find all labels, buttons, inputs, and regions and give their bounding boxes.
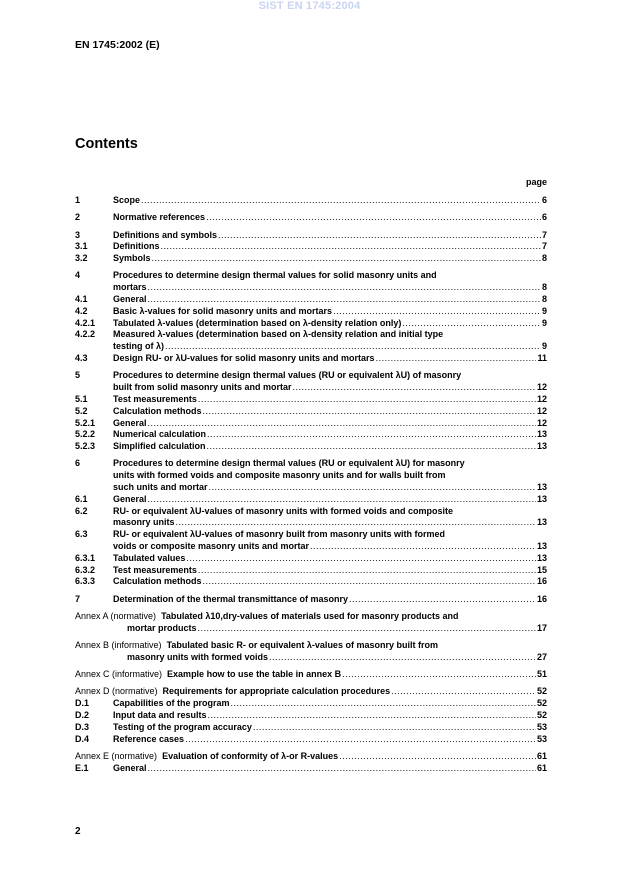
toc-entry-text	[113, 553, 547, 565]
toc-entry-title: Numerical calculation	[113, 429, 207, 440]
toc-entry-text	[113, 494, 547, 506]
toc-entry-title-line	[113, 418, 547, 430]
dot-leader	[203, 406, 536, 418]
toc-entry-text	[113, 318, 547, 330]
toc-entry[interactable]	[75, 710, 547, 722]
toc-entry[interactable]	[75, 353, 547, 365]
toc-annex-entry[interactable]	[75, 669, 547, 681]
toc-entry[interactable]	[75, 294, 547, 306]
toc-entry[interactable]	[75, 394, 547, 406]
toc-entry-title-line	[113, 241, 547, 253]
toc-entry-title-line	[113, 212, 547, 224]
toc-entry[interactable]	[75, 458, 547, 493]
toc-entry-text	[75, 669, 547, 681]
toc-entry[interactable]	[75, 241, 547, 253]
toc-page-number: 15	[536, 564, 547, 575]
toc-entry-number: 6.3	[75, 529, 88, 540]
toc-entry-title: Example how to use the table in annex B	[167, 669, 342, 680]
toc-entry-number: 1	[75, 195, 81, 205]
toc-page-number: 53	[536, 721, 547, 732]
toc-entry-text	[113, 253, 547, 265]
toc-page-number: 12	[536, 382, 547, 393]
toc-entry-title-line: Measured λ-values (determination based on λ-density relation and initial type	[113, 329, 444, 340]
toc-page-number: 6	[541, 195, 547, 205]
toc-entry-title: Input data and results	[113, 710, 207, 721]
toc-entry-text	[113, 241, 547, 253]
toc-entry-text	[113, 429, 547, 441]
toc-entry-title-line	[75, 623, 547, 635]
toc-entry-title: masonry units with formed voids	[127, 651, 269, 662]
toc-entry-title-line	[113, 763, 547, 775]
toc-entry-title-line	[113, 382, 547, 394]
toc-entry-title-line	[113, 541, 547, 553]
dot-leader	[391, 686, 536, 698]
dot-leader	[208, 710, 536, 722]
toc-entry-title-line	[113, 734, 547, 746]
toc-page-number: 52	[536, 710, 547, 721]
toc-entry-text	[113, 394, 547, 406]
toc-entry-title-line	[113, 722, 547, 734]
toc-entry-number: E.1	[75, 762, 89, 773]
toc-entry-title: mortars	[113, 282, 147, 293]
toc-page-number: 13	[536, 517, 547, 528]
toc-entry[interactable]	[75, 270, 547, 294]
toc-entry-text	[113, 710, 547, 722]
toc-entry-title-line	[75, 751, 547, 763]
toc-entry-title-line	[75, 652, 547, 664]
dot-leader	[176, 517, 536, 529]
toc-page-number: 11	[537, 353, 547, 364]
toc-entry-title: Normative references	[113, 212, 206, 223]
toc-entry-title-line	[113, 318, 547, 330]
toc-entry-title: Tabulated λ-values (determination based on λ-density relation only)	[113, 317, 402, 328]
toc-page-number: 13	[536, 441, 547, 452]
toc-entry[interactable]	[75, 329, 547, 353]
toc-annex-entry[interactable]	[75, 751, 547, 763]
toc-entry[interactable]	[75, 230, 547, 242]
toc-page-number: 12	[536, 405, 547, 416]
toc-entry-number: D.1	[75, 698, 90, 709]
toc-page-number: 13	[536, 482, 547, 493]
dot-leader	[152, 253, 541, 265]
toc-entry[interactable]	[75, 506, 547, 530]
toc-entry-number: D.4	[75, 733, 90, 744]
toc-entry-title: Tabulated basic R- or equivalent λ-values of masonry built from	[166, 640, 438, 651]
toc-entry-title: Test measurements	[113, 393, 197, 404]
toc-entry-text	[113, 698, 547, 710]
toc-entry-text	[75, 751, 547, 763]
toc-entry-title-line	[113, 341, 547, 353]
toc-page-number: 13	[536, 552, 547, 563]
toc-entry-number: 6	[75, 458, 81, 469]
watermark: SIST EN 1745:2004	[258, 0, 361, 12]
dot-leader	[207, 441, 536, 453]
dot-leader	[148, 294, 541, 306]
toc-entry-number: 6.2	[75, 505, 88, 516]
toc-annex-entry[interactable]	[75, 640, 547, 664]
toc-entry-number: 5.2	[75, 405, 88, 416]
toc-entry-title: General	[113, 417, 147, 428]
toc-entry-text	[75, 611, 547, 635]
toc-entry-title: Test measurements	[113, 564, 197, 575]
toc-entry-title: Calculation methods	[113, 576, 202, 587]
toc-page-number: 51	[536, 669, 547, 680]
toc-page-number: 61	[536, 762, 547, 773]
toc-entry-title: Capabilities of the program	[113, 698, 230, 709]
toc-entry-title-line	[113, 306, 547, 318]
dot-leader	[310, 541, 536, 553]
dot-leader	[218, 230, 541, 242]
toc-entry-number: 6.3.2	[75, 564, 96, 575]
toc-page-number: 53	[536, 733, 547, 744]
dot-leader	[333, 306, 541, 318]
toc-entry-title: Definitions and symbols	[113, 229, 218, 240]
dot-leader	[206, 212, 541, 224]
toc-entry-title-line: Procedures to determine design thermal values (RU or equivalent λU) for masonry	[113, 458, 465, 469]
toc-entry-number: 5	[75, 370, 81, 381]
toc-entry-number: 4.1	[75, 294, 88, 305]
toc-page-number: 17	[536, 622, 547, 633]
toc-page-number: 7	[541, 241, 547, 252]
dot-leader	[148, 418, 536, 430]
toc-entry-title-line	[113, 710, 547, 722]
toc-page-number: 52	[536, 686, 547, 697]
toc-entry-text	[113, 565, 547, 577]
toc-entry[interactable]	[75, 318, 547, 330]
toc-entry-title-line	[113, 294, 547, 306]
dot-leader	[198, 623, 536, 635]
toc-entry-number: 5.2.3	[75, 441, 96, 452]
toc-entry-title-line	[113, 565, 547, 577]
toc-entry-title-line	[75, 611, 547, 623]
toc-entry-number: 5.1	[75, 393, 88, 404]
toc-entry-title: General	[113, 762, 147, 773]
toc-entry-title-line	[75, 669, 547, 681]
annex-prefix: Annex C (informative)	[75, 669, 163, 680]
toc-entry-text	[113, 370, 547, 394]
dot-leader	[203, 576, 536, 588]
toc-entry-title-line: RU- or equivalent λU-values of masonry built from masonry units with formed	[113, 529, 446, 540]
footer-page-number: 2	[75, 826, 81, 837]
table-of-contents	[75, 195, 547, 775]
toc-entry-title: Symbols	[113, 253, 151, 264]
toc-entry-number: 5.2.1	[75, 417, 96, 428]
toc-entry-title: such units and mortar	[113, 482, 208, 493]
toc-entry[interactable]	[75, 441, 547, 453]
toc-entry-title: Definitions	[113, 241, 160, 252]
page-column-header: page	[525, 177, 547, 187]
dot-leader	[161, 241, 541, 253]
toc-page-number: 8	[541, 253, 547, 264]
toc-entry[interactable]	[75, 594, 547, 606]
dot-leader	[269, 652, 536, 664]
toc-page-number: 6	[541, 212, 547, 223]
toc-entry-title: Tabulated values	[113, 552, 186, 563]
toc-entry-number: 3	[75, 229, 81, 240]
toc-entry-title: Testing of the program accuracy	[113, 721, 252, 732]
dot-leader	[148, 494, 536, 506]
toc-entry-title-line	[75, 686, 547, 698]
dot-leader	[148, 282, 541, 294]
toc-annex-entry[interactable]	[75, 611, 547, 635]
annex-prefix: Annex E (normative)	[75, 750, 158, 761]
toc-entry[interactable]	[75, 565, 547, 577]
toc-entry-title-line	[113, 394, 547, 406]
dot-leader	[339, 751, 536, 763]
toc-entry-number: 2	[75, 212, 81, 223]
dot-leader	[342, 669, 536, 681]
toc-entry[interactable]	[75, 576, 547, 588]
toc-entry-text	[75, 640, 547, 664]
toc-entry-title-line: Procedures to determine design thermal values for solid masonry units and	[113, 270, 437, 281]
toc-entry-text	[113, 406, 547, 418]
dot-leader	[402, 318, 541, 330]
toc-entry[interactable]	[75, 418, 547, 430]
toc-page-number: 7	[541, 229, 547, 240]
toc-entry-title-line	[113, 482, 547, 494]
toc-entry-title: built from solid masonry units and mortar	[113, 382, 292, 393]
toc-entry-title-line: Procedures to determine design thermal values (RU or equivalent λU) of masonry	[113, 370, 462, 381]
toc-entry-number: 6.3.1	[75, 552, 96, 563]
toc-entry[interactable]	[75, 429, 547, 441]
toc-page-number: 16	[536, 576, 547, 587]
toc-entry-title-line	[75, 640, 547, 652]
toc-entry-title: mortar products	[127, 622, 197, 633]
toc-entry-number: D.2	[75, 710, 90, 721]
toc-entry-title: Evaluation of conformity of λ-or R-values	[162, 750, 339, 761]
toc-entry-text	[113, 734, 547, 746]
toc-entry-title: Scope	[113, 195, 141, 205]
toc-entry-title: masonry units	[113, 517, 175, 528]
toc-entry-text	[113, 441, 547, 453]
toc-entry-text	[113, 594, 547, 606]
toc-entry-text	[113, 306, 547, 318]
toc-entry[interactable]	[75, 734, 547, 746]
standard-id: EN 1745:2002 (E)	[75, 39, 160, 51]
toc-entry-title-line	[113, 253, 547, 265]
toc-entry-number: 6.1	[75, 493, 88, 504]
toc-entry-number: 3.2	[75, 253, 88, 264]
dot-leader	[141, 195, 541, 207]
page-title: Contents	[75, 136, 138, 152]
toc-entry-title: Basic λ-values for solid masonry units and mortars	[113, 305, 333, 316]
toc-entry-text	[113, 418, 547, 430]
toc-page-number: 16	[536, 593, 547, 604]
toc-entry-number: 7	[75, 593, 81, 604]
toc-entry-title-line	[113, 576, 547, 588]
dot-leader	[198, 565, 536, 577]
toc-entry[interactable]	[75, 253, 547, 265]
toc-entry-title-line	[113, 230, 547, 242]
toc-entry[interactable]	[75, 306, 547, 318]
toc-entry-text	[113, 529, 547, 553]
toc-entry-title-line	[113, 195, 547, 207]
toc-entry-number: 4.3	[75, 353, 88, 364]
toc-entry[interactable]	[75, 212, 547, 224]
toc-page-number: 9	[541, 305, 547, 316]
dot-leader	[209, 482, 536, 494]
toc-entry-text	[113, 230, 547, 242]
dot-leader	[349, 594, 536, 606]
toc-entry-number: 4.2.1	[75, 317, 96, 328]
toc-entry-number: 3.1	[75, 241, 88, 252]
toc-page-number: 12	[536, 417, 547, 428]
toc-entry-title: General	[113, 294, 147, 305]
toc-entry[interactable]	[75, 406, 547, 418]
toc-entry-text	[113, 353, 547, 365]
toc-page-number: 8	[541, 282, 547, 293]
toc-entry-text	[113, 270, 547, 294]
toc-entry-title: Simplified calculation	[113, 441, 206, 452]
toc-entry[interactable]	[75, 494, 547, 506]
toc-annex-entry[interactable]	[75, 686, 547, 698]
toc-entry-title-line: RU- or equivalent λU-values of masonry units with formed voids and composite	[113, 505, 454, 516]
toc-entry-text	[113, 195, 547, 207]
annex-prefix: Annex B (informative)	[75, 640, 162, 651]
toc-entry-number: 4.2	[75, 305, 88, 316]
toc-entry-title: Reference cases	[113, 733, 185, 744]
toc-entry-text	[113, 763, 547, 775]
toc-entry[interactable]	[75, 553, 547, 565]
toc-entry-title-line	[113, 494, 547, 506]
toc-entry-title: testing of λ)	[113, 341, 164, 352]
toc-entry-title-line	[113, 406, 547, 418]
dot-leader	[231, 698, 536, 710]
toc-entry-title: Determination of the thermal transmittance of masonry	[113, 593, 349, 604]
toc-entry[interactable]	[75, 698, 547, 710]
toc-entry-text	[113, 294, 547, 306]
toc-entry-text	[113, 329, 547, 353]
toc-entry[interactable]	[75, 722, 547, 734]
toc-entry-text	[113, 458, 547, 493]
toc-entry-title-line	[113, 441, 547, 453]
toc-entry[interactable]	[75, 529, 547, 553]
toc-entry-title-line	[113, 517, 547, 529]
toc-entry-title: Calculation methods	[113, 405, 202, 416]
toc-page-number: 8	[541, 294, 547, 305]
dot-leader	[148, 763, 536, 775]
dot-leader	[376, 353, 537, 365]
toc-entry-number: 4.2.2	[75, 329, 96, 340]
toc-page-number: 13	[536, 429, 547, 440]
toc-entry-text	[75, 686, 547, 698]
dot-leader	[185, 734, 536, 746]
toc-entry-title: General	[113, 493, 147, 504]
toc-entry-number: D.3	[75, 721, 90, 732]
dot-leader	[253, 722, 536, 734]
toc-entry-number: 6.3.3	[75, 576, 96, 587]
toc-entry-text	[113, 576, 547, 588]
toc-entry-text	[113, 722, 547, 734]
toc-entry-title: voids or composite masonry units and mortar	[113, 541, 310, 552]
toc-page-number: 27	[536, 651, 547, 662]
toc-entry-title-line	[113, 594, 547, 606]
toc-page-number: 52	[536, 698, 547, 709]
toc-entry-title: Design RU- or λU-values for solid masonry units and mortars	[113, 353, 375, 364]
toc-entry-title: Requirements for appropriate calculation procedures	[162, 686, 391, 697]
toc-page-number: 12	[536, 393, 547, 404]
toc-entry-title-line	[113, 553, 547, 565]
toc-entry-title-line	[113, 353, 547, 365]
toc-entry-text	[113, 506, 547, 530]
toc-entry-number: 4	[75, 270, 81, 281]
dot-leader	[293, 382, 536, 394]
toc-page-number: 9	[541, 317, 547, 328]
dot-leader	[186, 553, 536, 565]
toc-entry[interactable]	[75, 370, 547, 394]
toc-page-number: 9	[541, 341, 547, 352]
dot-leader	[165, 341, 541, 353]
toc-entry-title-line	[113, 698, 547, 710]
annex-prefix: Annex A (normative)	[75, 611, 157, 621]
toc-entry[interactable]	[75, 763, 547, 775]
dot-leader	[207, 429, 536, 441]
toc-page-number: 61	[536, 750, 547, 761]
toc-entry-number: 5.2.2	[75, 429, 96, 440]
dot-leader	[198, 394, 536, 406]
toc-entry-title: Tabulated λ10,dry-values of materials used for masonry products and	[161, 611, 459, 621]
toc-entry-title-line	[113, 429, 547, 441]
toc-entry-title-line	[113, 282, 547, 294]
annex-prefix: Annex D (normative)	[75, 686, 158, 697]
toc-entry-title-line: units with formed voids and composite masonry units and for walls built from	[113, 470, 446, 481]
toc-page-number: 13	[536, 541, 547, 552]
toc-page-number: 13	[536, 493, 547, 504]
toc-entry[interactable]	[75, 195, 547, 207]
toc-entry-text	[113, 212, 547, 224]
